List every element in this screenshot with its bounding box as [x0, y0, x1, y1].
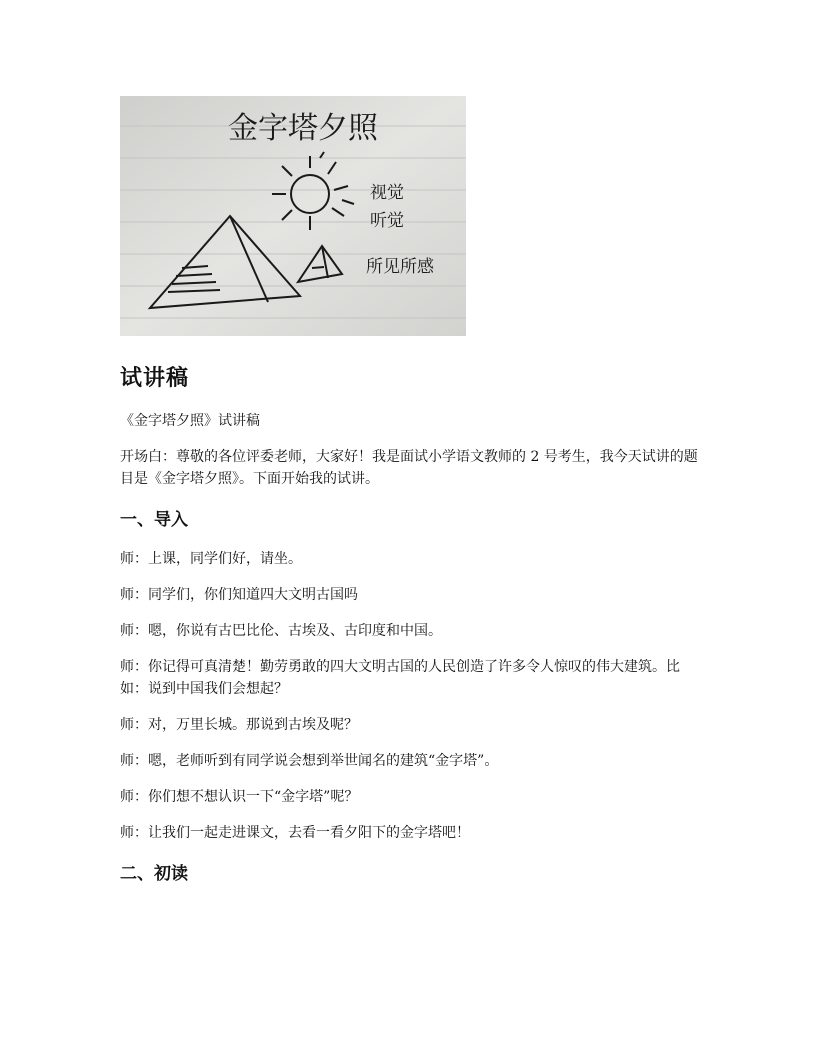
- sketch-photo: [120, 96, 466, 336]
- dialog-line: 师：你们想不想认识一下“金字塔”呢？: [120, 789, 359, 805]
- sketch-title-text: 金字塔夕照: [228, 111, 378, 146]
- dialog-line: 师：嗯，老师听到有同学说会想到举世闻名的建筑“金字塔”。: [120, 753, 499, 769]
- dialog-line: 师：同学们，你们知道四大文明古国吗: [120, 587, 358, 603]
- dialog-line: 师：你记得可真清楚！勤劳勇敢的四大文明古国的人民创造了许多令人惊叹的伟大建筑。比如：说到中国我们会想起？: [120, 659, 680, 697]
- dialog-line: 师：让我们一起走进课文，去看一看夕阳下的金字塔吧！: [120, 825, 470, 841]
- document-subtitle: 《金字塔夕照》试讲稿: [120, 413, 260, 429]
- document-title: 试讲稿: [120, 366, 190, 391]
- section-heading-first-reading: 二、初读: [120, 864, 188, 884]
- dialog-line: 师：嗯，你说有古巴比伦、古埃及、古印度和中国。: [120, 623, 442, 639]
- note-audio-text: 听觉: [370, 211, 404, 231]
- dialog-line: 师：上课，同学们好，请坐。: [120, 551, 302, 567]
- dialog-line: 师：对，万里长城。那说到古埃及呢？: [120, 717, 358, 733]
- dialog-list: [120, 548, 700, 844]
- note-visual-text: 视觉: [370, 183, 404, 203]
- pyramid-sketch-image: [120, 96, 466, 336]
- section-heading-intro: 一、导入: [120, 510, 188, 530]
- note-feelings-text: 所见所感: [366, 257, 434, 277]
- opening-remarks: 开场白：尊敬的各位评委老师，大家好！我是面试小学语文教师的 2 号考生，我今天试讲的题目是《金字塔夕照》。下面开始我的试讲。: [120, 449, 698, 487]
- document-page: [120, 96, 700, 886]
